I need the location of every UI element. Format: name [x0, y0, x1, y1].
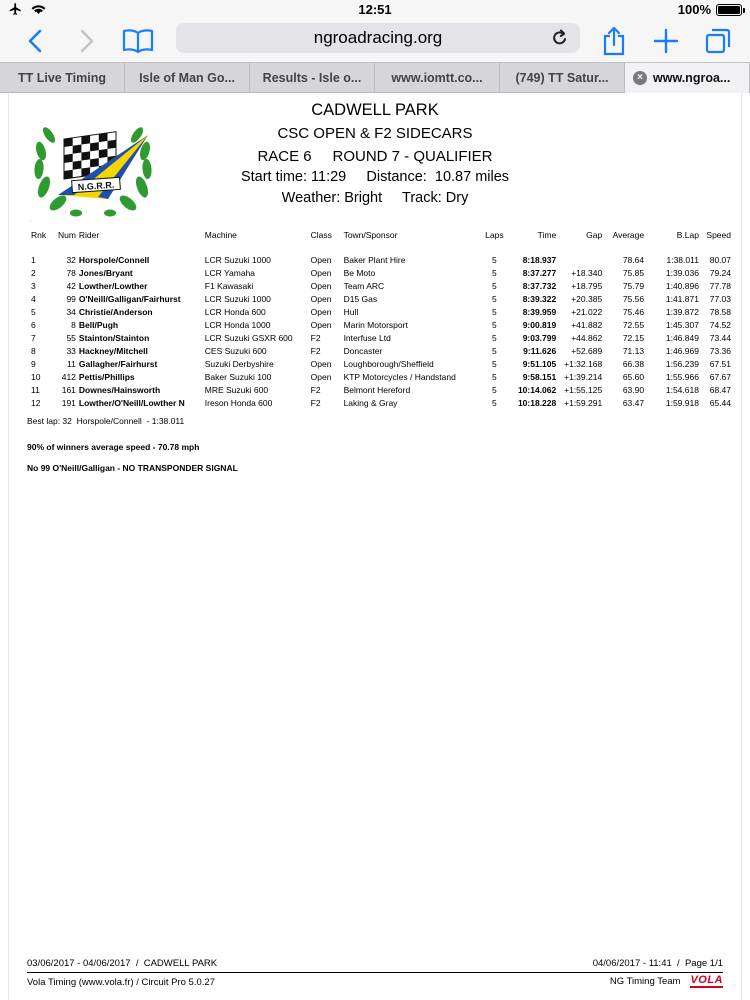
cell-num: 78 — [66, 267, 76, 278]
cell-time: 8:18.937 — [522, 254, 557, 265]
transponder-note: No 99 O'Neill/Galligan - NO TRANSPONDER SIGNAL — [27, 463, 238, 473]
cell-time: 9:51.105 — [522, 358, 557, 369]
cell-avg: 75.79 — [622, 280, 645, 291]
battery-fill — [718, 6, 740, 14]
cell-town: Marin Motorsport — [343, 319, 408, 330]
cell-laps: 5 — [491, 397, 497, 408]
cell-rider: Bell/Pugh — [78, 319, 119, 330]
event-title: CSC OPEN & F2 SIDECARS — [277, 125, 473, 142]
cell-time: 9:11.626 — [523, 345, 557, 356]
cell-town: Baker Plant Hire — [343, 254, 406, 265]
cell-town: Doncaster — [343, 345, 383, 356]
cell-machine: Baker Suzuki 100 — [204, 371, 272, 382]
col-best-lap: B.Lap — [676, 230, 699, 240]
chevron-right-icon — [80, 29, 94, 53]
cell-blap: 1:55.966 — [665, 371, 699, 382]
cell-blap: 1:40.896 — [665, 280, 699, 291]
col-average: Average — [612, 230, 645, 240]
cell-avg: 65.60 — [622, 371, 645, 382]
col-town-sponsor: Town/Sponsor — [343, 230, 398, 240]
table-row — [31, 318, 731, 331]
cell-blap: 1:46.969 — [665, 345, 699, 356]
cell-laps: 5 — [491, 280, 497, 291]
cell-num: 161 — [61, 384, 76, 395]
cell-gap: +1:59.291 — [564, 397, 603, 408]
reload-icon[interactable] — [552, 29, 568, 52]
cell-blap: 1:38.011 — [666, 254, 699, 265]
cell-gap: +18.340 — [571, 267, 603, 278]
cell-speed: 77.78 — [709, 280, 731, 291]
cell-rnk: 6 — [31, 319, 36, 330]
cell-gap: +1:55.125 — [564, 384, 603, 395]
col-rider: Rider — [78, 230, 100, 240]
share-icon — [602, 26, 626, 56]
tab-label: Results - Isle o... — [262, 71, 362, 85]
cell-avg: 78.64 — [622, 254, 645, 265]
col-time: Time — [537, 230, 557, 240]
cell-class: Open — [310, 319, 332, 330]
col-machine: Machine — [204, 230, 237, 240]
bookmarks-button[interactable] — [120, 24, 156, 58]
cell-rnk: 5 — [31, 306, 36, 317]
cell-num: 55 — [66, 332, 76, 343]
cell-blap: 1:59.918 — [665, 397, 699, 408]
table-header-row — [31, 228, 731, 242]
cell-class: Open — [310, 254, 332, 265]
cell-rider: Stainton/Stainton — [78, 332, 150, 343]
new-tab-button[interactable] — [650, 24, 682, 58]
cell-machine: LCR Suzuki 1000 — [204, 293, 271, 304]
address-bar[interactable] — [176, 23, 580, 53]
cell-class: F2 — [310, 384, 321, 395]
cell-num: 191 — [61, 397, 76, 408]
table-row — [31, 396, 731, 409]
table-row — [31, 357, 731, 370]
cell-avg: 63.90 — [622, 384, 645, 395]
results-body — [31, 242, 731, 409]
footer-software: Vola Timing (www.vola.fr) / Circuit Pro 5.0.27 — [27, 977, 215, 988]
cell-machine: Ireson Honda 600 — [204, 397, 273, 408]
cell-machine: LCR Suzuki 1000 — [204, 254, 271, 265]
tabs-icon — [705, 28, 731, 54]
back-button[interactable] — [22, 24, 48, 58]
cell-machine: LCR Yamaha — [204, 267, 256, 278]
cell-rider: Jones/Bryant — [78, 267, 133, 278]
cell-gap: +18.795 — [571, 280, 603, 291]
footer-team — [610, 975, 723, 988]
tab-iomtt[interactable] — [375, 63, 500, 93]
table-row — [31, 266, 731, 279]
cell-town: KTP Motorcycles / Handstand — [343, 371, 456, 382]
cell-rider: Lowther/O'Neill/Lowther N — [78, 397, 185, 408]
cell-gap — [556, 253, 602, 266]
tab-results-isle-of-man[interactable] — [250, 63, 375, 93]
cell-laps: 5 — [491, 371, 497, 382]
browser-toolbar — [0, 20, 750, 62]
cell-time: 8:37.277 — [522, 267, 557, 278]
cell-speed: 67.67 — [709, 371, 731, 382]
cell-class: Open — [310, 358, 332, 369]
cell-machine: CES Suzuki 600 — [204, 345, 267, 356]
cell-rnk: 8 — [31, 345, 36, 356]
cell-class: Open — [310, 371, 332, 382]
cell-machine: LCR Suzuki GSXR 600 — [204, 332, 293, 343]
results-table — [31, 228, 731, 409]
best-lap-note: Best lap: 32 Horspole/Connell - 1:38.011 — [27, 416, 185, 426]
page-edge-left — [8, 93, 9, 1000]
cell-machine: Suzuki Derbyshire — [204, 358, 274, 369]
cell-num: 99 — [66, 293, 76, 304]
tab-label: Isle of Man Go... — [139, 71, 235, 85]
cell-class: Open — [310, 280, 332, 291]
col-rnk: Rnk — [31, 230, 47, 240]
results-document — [0, 93, 750, 1000]
cell-rider: Horspole/Connell — [78, 254, 150, 265]
cell-time: 9:58.151 — [522, 371, 557, 382]
cell-class: Open — [310, 306, 332, 317]
book-icon — [122, 28, 154, 54]
cell-class: F2 — [310, 332, 321, 343]
cell-speed: 78.58 — [709, 306, 731, 317]
cell-avg: 63.47 — [622, 397, 645, 408]
forward-button[interactable] — [74, 24, 100, 58]
cell-time: 8:39.322 — [522, 293, 557, 304]
cell-speed: 79.24 — [709, 267, 731, 278]
page-edge-right — [741, 93, 742, 1000]
cell-town: D15 Gas — [343, 293, 378, 304]
cell-blap: 1:39.872 — [665, 306, 699, 317]
cell-blap: 1:54.618 — [665, 384, 699, 395]
cell-laps: 5 — [491, 293, 497, 304]
col-class: Class — [310, 230, 332, 240]
cell-speed: 73.44 — [709, 332, 731, 343]
logo-mark: · — [29, 216, 32, 225]
cell-speed: 73.36 — [709, 345, 731, 356]
status-bar — [0, 0, 750, 20]
cell-rider: Hackney/Mitchell — [78, 345, 148, 356]
plus-icon — [654, 29, 678, 53]
footer-printed-page: 04/06/2017 - 11:41 / Page 1/1 — [592, 958, 723, 969]
cell-gap: +41.882 — [571, 319, 603, 330]
cell-laps: 5 — [491, 254, 497, 265]
cell-class: F2 — [310, 345, 321, 356]
battery-percent: 100% — [677, 2, 711, 17]
cell-avg: 71.13 — [622, 345, 645, 356]
table-row — [31, 344, 731, 357]
footer-divider — [27, 972, 723, 973]
cell-laps: 5 — [491, 267, 497, 278]
weather-track: Weather: Bright Track: Dry — [281, 190, 469, 206]
tabs-overview-button[interactable] — [702, 24, 734, 58]
cell-rnk: 11 — [31, 384, 40, 395]
tab-label: (749) TT Satur... — [515, 71, 609, 85]
cell-machine: LCR Honda 1000 — [204, 319, 271, 330]
cell-speed: 68.47 — [709, 384, 731, 395]
cell-rider: Christie/Anderson — [78, 306, 153, 317]
cell-class: Open — [310, 293, 332, 304]
col-laps: Laps — [485, 230, 504, 240]
cell-rnk: 2 — [31, 267, 36, 278]
cell-machine: LCR Honda 600 — [204, 306, 266, 317]
tab-label: www.iomtt.co... — [391, 71, 483, 85]
battery-icon — [716, 4, 742, 16]
table-row — [31, 292, 731, 305]
cell-town: Hull — [343, 306, 359, 317]
cell-rnk: 12 — [31, 397, 41, 408]
cell-town: Interfuse Ltd — [343, 332, 391, 343]
cell-avg: 75.56 — [622, 293, 645, 304]
cell-num: 11 — [67, 358, 76, 369]
cell-rnk: 9 — [31, 358, 36, 369]
cell-avg: 72.15 — [622, 332, 645, 343]
cell-laps: 5 — [491, 345, 497, 356]
cell-time: 9:03.799 — [522, 332, 557, 343]
cell-speed: 80.07 — [709, 254, 731, 265]
table-row — [31, 370, 731, 383]
cell-town: Belmont Hereford — [343, 384, 411, 395]
cell-machine: F1 Kawasaki — [204, 280, 254, 291]
cell-time: 8:39.959 — [522, 306, 557, 317]
cell-town: Laking & Gray — [343, 397, 398, 408]
average-speed-note: 90% of winners average speed - 70.78 mph — [27, 442, 200, 452]
cell-speed: 65.44 — [709, 397, 731, 408]
cell-laps: 5 — [491, 332, 497, 343]
cell-avg: 75.85 — [622, 267, 645, 278]
tab-isle-of-man-gov[interactable] — [125, 63, 250, 93]
col-num: Num — [57, 230, 76, 240]
col-gap: Gap — [586, 230, 603, 240]
cell-rnk: 3 — [31, 280, 36, 291]
cell-gap: +44.862 — [571, 332, 603, 343]
chevron-left-icon — [28, 29, 42, 53]
cell-blap: 1:39.036 — [665, 267, 699, 278]
cell-rnk: 10 — [31, 371, 41, 382]
cell-gap: +1:39.214 — [564, 371, 603, 382]
cell-blap: 1:46.849 — [665, 332, 699, 343]
status-time: 12:51 — [358, 2, 392, 17]
cell-time: 10:18.228 — [517, 397, 557, 408]
tab-label: www.ngroa... — [653, 71, 731, 85]
cell-town: Be Moto — [343, 267, 376, 278]
url-text: ngroadracing.org — [313, 28, 443, 47]
tab-tt-live-timing[interactable] — [0, 63, 125, 93]
cell-time: 8:37.732 — [522, 280, 557, 291]
cell-rider: O'Neill/Galligan/Fairhurst — [78, 293, 181, 304]
cell-gap: +52.689 — [571, 345, 603, 356]
cell-blap: 1:56.239 — [665, 358, 699, 369]
cell-num: 34 — [66, 306, 76, 317]
cell-gap: +20.385 — [571, 293, 603, 304]
cell-rider: Downes/Hainsworth — [78, 384, 161, 395]
cell-class: F2 — [310, 397, 321, 408]
cell-laps: 5 — [491, 306, 497, 317]
col-speed: Speed — [706, 230, 731, 240]
cell-rider: Gallagher/Fairhurst — [78, 358, 158, 369]
table-row — [31, 383, 731, 396]
logo-text: N.G.R.R. — [77, 179, 115, 193]
cell-rider: Lowther/Lowther — [78, 280, 148, 291]
cell-rnk: 1 — [31, 254, 36, 265]
table-row — [31, 331, 731, 344]
cell-laps: 5 — [491, 358, 497, 369]
footer-dates-venue: 03/06/2017 - 04/06/2017 / CADWELL PARK — [27, 958, 218, 969]
cell-laps: 5 — [491, 319, 497, 330]
cell-gap: +1:32.168 — [564, 358, 603, 369]
tab-label: TT Live Timing — [18, 71, 106, 85]
cell-avg: 75.46 — [622, 306, 645, 317]
close-tab-icon[interactable]: × — [633, 71, 647, 85]
cell-num: 33 — [66, 345, 76, 356]
venue-title: CADWELL PARK — [311, 101, 439, 119]
table-row — [31, 279, 731, 292]
share-button[interactable] — [598, 24, 630, 58]
spacer-row — [31, 242, 731, 253]
cell-num: 412 — [61, 371, 76, 382]
cell-speed: 67.51 — [709, 358, 731, 369]
cell-time: 9:00.819 — [522, 319, 557, 330]
cell-gap: +21.022 — [571, 306, 603, 317]
cell-avg: 66.38 — [622, 358, 645, 369]
cell-town: Loughborough/Sheffield — [343, 358, 434, 369]
cell-speed: 77.03 — [709, 293, 731, 304]
cell-avg: 72.55 — [622, 319, 645, 330]
tab-tt-saturday-video[interactable] — [500, 63, 625, 93]
cell-class: Open — [310, 267, 332, 278]
table-row — [31, 253, 731, 266]
cell-blap: 1:45.307 — [665, 319, 699, 330]
cell-num: 8 — [71, 319, 76, 330]
race-round: RACE 6 ROUND 7 - QUALIFIER — [257, 148, 493, 165]
cell-num: 32 — [66, 254, 76, 265]
table-row — [31, 305, 731, 318]
cell-laps: 5 — [491, 384, 497, 395]
tab-strip — [0, 62, 750, 93]
start-distance: Start time: 11:29 Distance: 10.87 miles — [240, 169, 510, 185]
cell-speed: 74.52 — [709, 319, 731, 330]
timing-team-label: NG Timing Team — [609, 976, 681, 987]
cell-blap: 1:41.871 — [665, 293, 699, 304]
cell-num: 42 — [66, 280, 76, 291]
cell-town: Team ARC — [343, 280, 385, 291]
cell-time: 10:14.062 — [517, 384, 557, 395]
cell-rnk: 7 — [31, 332, 36, 343]
cell-rider: Pettis/Phillips — [78, 371, 135, 382]
cell-machine: MRE Suzuki 600 — [204, 384, 269, 395]
vola-logo: VOLA — [690, 974, 723, 986]
cell-rnk: 4 — [31, 293, 36, 304]
tab-ngroadracing-active[interactable] — [625, 63, 750, 93]
